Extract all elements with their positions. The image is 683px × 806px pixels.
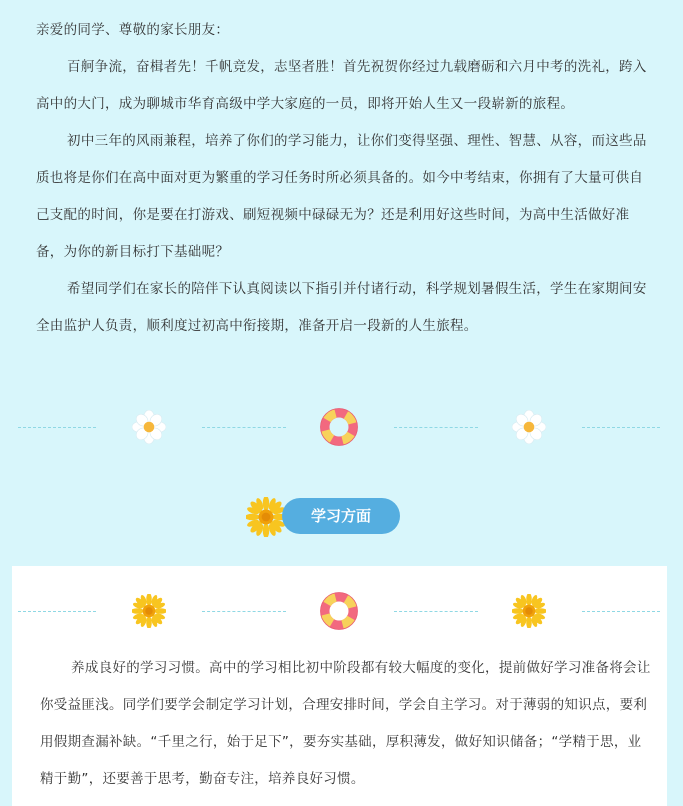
greeting: 亲爱的同学、尊敬的家长朋友： bbox=[36, 22, 230, 38]
dashed-line bbox=[202, 427, 286, 428]
section-title: 学习方面 bbox=[282, 498, 400, 534]
study-section-card bbox=[12, 566, 667, 806]
yellow-flower-icon bbox=[246, 497, 286, 537]
paragraph-congratulations: 百舸争流，奋楫者先！千帆竞发，志坚者胜！首先祝贺你经过九载磨砺和六月中考的洗礼，跨入高中的大门，成为聊城市华育高级中学大家庭的一员，即将开始人生又一段崭新的旅程。 bbox=[36, 59, 647, 112]
dashed-line bbox=[394, 427, 478, 428]
dashed-line bbox=[582, 427, 660, 428]
divider-row-top bbox=[18, 408, 663, 448]
white-daisy-icon bbox=[512, 410, 546, 444]
dashed-line bbox=[202, 611, 286, 612]
divider-row-card bbox=[18, 592, 663, 632]
section-header bbox=[246, 495, 406, 537]
swim-ring-icon bbox=[320, 408, 358, 446]
dashed-line bbox=[18, 427, 96, 428]
paragraph-study-habits: 养成良好的学习习惯。高中的学习相比初中阶段都有较大幅度的变化，提前做好学习准备将会让你受益匪浅。同学们要学会制定学习计划，合理安排时间，学会自主学习。对于薄弱的知识点，要利用假期查漏补缺。“千里之行，始于足下”，要夯实基础，厚积薄发，做好知识储备；“学精于思，业精于勤”，还要善于思考，勤奋专注，培养良好习惯。 bbox=[40, 660, 651, 787]
white-daisy-icon bbox=[132, 410, 166, 444]
letter-intro bbox=[36, 12, 648, 345]
dashed-line bbox=[394, 611, 478, 612]
study-section-text bbox=[40, 650, 652, 798]
yellow-flower-icon bbox=[132, 594, 166, 628]
dashed-line bbox=[18, 611, 96, 612]
dashed-line bbox=[582, 611, 660, 612]
paragraph-guidance: 希望同学们在家长的陪伴下认真阅读以下指引并付诸行动，科学规划暑假生活，学生在家期间安全由监护人负责，顺利度过初高中衔接期，准备开启一段新的人生旅程。 bbox=[36, 281, 647, 334]
swim-ring-icon bbox=[320, 592, 358, 630]
paragraph-junior-high: 初中三年的风雨兼程，培养了你们的学习能力，让你们变得坚强、理性、智慧、从容，而这些品质也将是你们在高中面对更为繁重的学习任务时所必须具备的。如今中考结束，你拥有了大量可供自己支配的时间，你是要在打游戏、刷短视频中碌碌无为？还是利用好这些时间，为高中生活做好准备，为你的新目标打下基础呢？ bbox=[36, 133, 647, 260]
yellow-flower-icon bbox=[512, 594, 546, 628]
